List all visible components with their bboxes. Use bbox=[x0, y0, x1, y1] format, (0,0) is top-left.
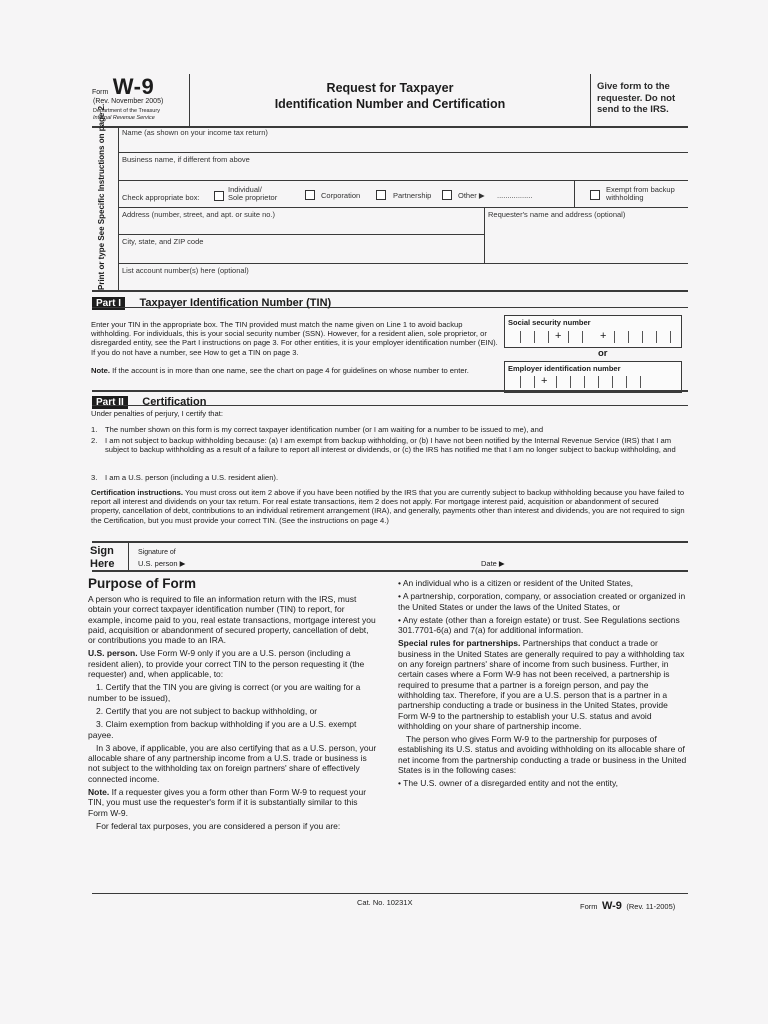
part2-label: Part II bbox=[92, 396, 128, 409]
cert-item-1-text: The number shown on this form is my correct taxpayer identification number (or I am waiting for a number to be issued to me), and bbox=[105, 425, 544, 434]
purpose-note bbox=[88, 787, 378, 818]
ssn-tick bbox=[582, 331, 583, 343]
date-label: Date ▶ bbox=[481, 559, 505, 568]
ein-tick bbox=[598, 376, 599, 388]
purpose-paragraph-2 bbox=[88, 648, 378, 679]
ein-tick bbox=[520, 376, 521, 388]
form-revision: (Rev. November 2005) bbox=[93, 98, 164, 105]
name-field[interactable] bbox=[119, 137, 688, 151]
ssn-tick bbox=[534, 331, 535, 343]
title-line-1: Request for Taxpayer bbox=[326, 81, 454, 95]
purpose-note-text: If a requester gives you a form other than Form W-9 to request your TIN, you must use the requester's form if it is substantially similar to this Form W-9. bbox=[88, 787, 367, 818]
purpose-item-2: 2. Certify that you are not subject to backup withholding, or bbox=[96, 705, 318, 716]
ein-tick bbox=[556, 376, 557, 388]
check-box-label: Check appropriate box: bbox=[122, 193, 200, 202]
ein-tick bbox=[612, 376, 613, 388]
part1-label: Part I bbox=[92, 297, 125, 310]
requester-field[interactable] bbox=[485, 219, 687, 263]
person-bullet-3: • Any estate (other than a foreign estate) or trust. See Regulations sections 301.7701-6(a) and 7(a) for additional information. bbox=[398, 614, 680, 636]
footer-revision: (Rev. 11-2005) bbox=[626, 902, 676, 911]
cert-item-2: 2. I am not subject to backup withholding because: (a) I am exempt from backup withholding, or (b) I have not been notified by the Internal Revenue Service (IRS) that I am subject to backup withholding as a result of a failure to report all interest or dividends, or (c) the IRS has notified me that I am no longer subject to backup withholding, and bbox=[91, 436, 681, 454]
partnership-paragraph: The person who gives Form W-9 to the partnership for purposes of establishing its U.S. status and avoiding withholding on its allocable share of net income from the partnership conducting a trade or business in the United States is in the following cases: bbox=[398, 734, 687, 776]
give-form-note: Give form to the requester. Do not send to the IRS. bbox=[597, 81, 676, 115]
form-title bbox=[190, 81, 590, 111]
instructions-right-column bbox=[398, 578, 688, 792]
purpose-item-3: 3. Claim exemption from backup withholding if you are a U.S. exempt payee. bbox=[88, 719, 357, 740]
part1-note bbox=[91, 366, 471, 375]
person-bullet-4: • The U.S. owner of a disregarded entity and not the entity, bbox=[398, 778, 619, 789]
us-person-text: Use Form W-9 only if you are a U.S. person (including a resident alien), to provide your correct TIN to the person requesting it (the requester) and, when applicable, to: bbox=[88, 648, 365, 680]
cert-instructions-label: Certification instructions. bbox=[91, 488, 183, 497]
ssn-tick bbox=[628, 331, 629, 343]
part1-note-label: Note. bbox=[91, 366, 110, 375]
part2-heading bbox=[92, 392, 206, 410]
part1-note-text: If the account is in more than one name, see the chart on page 4 for guidelines on whose number to enter. bbox=[109, 366, 469, 375]
special-rules-heading: Special rules for partnerships. bbox=[398, 638, 521, 649]
purpose-note-label: Note. bbox=[88, 787, 110, 798]
part1-text: Enter your TIN in the appropriate box. The TIN provided must match the name given on Line 1 to avoid backup withholding. For individuals, this is your social security number (SSN). However, for a resident alien, sole proprietor, or disregarded entity, see the Part I instructions on page 3. For other entities, it is your employer identification number (EIN). If you do not have a number, see How to get a TIN on page 3. bbox=[91, 320, 498, 357]
cert-instructions-text: You must cross out item 2 above if you have been notified by the IRS that you are currently subject to backup withholding because you have failed to report all interest and dividends on your tax return. For real estate transactions, item 2 does not apply. For mortgage interest paid, acquisition or abandonment of secured property, cancellation of debt, contributions to an individual retirement arrangement (IRA), and generally, payments other than interest and dividends, you are not required to sign the Certification, but you must provide your correct TIN. (See the instructions on page 4.) bbox=[91, 488, 685, 525]
purpose-item-1: 1. Certify that the TIN you are giving is correct (or you are waiting for a number to be issued), bbox=[88, 682, 361, 703]
part1-title: Taxpayer Identification Number (TIN) bbox=[139, 297, 332, 309]
ssn-label: Social security number bbox=[508, 318, 591, 327]
ssn-tick bbox=[642, 331, 643, 343]
purpose-paragraph-3: In 3 above, if applicable, you are also certifying that as a U.S. person, your allocable share of any partnership income from a U.S. trade or business is not subject to the withholding tax on foreign partners' share of effectively connected income. bbox=[88, 742, 377, 784]
address-label: Address (number, street, and apt. or suite no.) bbox=[122, 210, 275, 219]
form-number: W-9 bbox=[112, 74, 155, 99]
ssn-tick bbox=[568, 331, 569, 343]
cert-instructions bbox=[91, 488, 685, 525]
requester-label: Requester's name and address (optional) bbox=[488, 210, 626, 219]
us-person-label: U.S. person ▶ bbox=[138, 559, 186, 568]
ein-tick bbox=[534, 376, 535, 388]
address-field[interactable] bbox=[119, 219, 481, 233]
purpose-heading: Purpose of Form bbox=[88, 576, 197, 591]
business-name-field[interactable] bbox=[119, 164, 688, 178]
city-label: City, state, and ZIP code bbox=[122, 237, 204, 246]
title-line-2: Identification Number and Certification bbox=[274, 97, 506, 111]
exempt-checkbox[interactable] bbox=[590, 190, 600, 200]
individual-label-line1: Individual/ bbox=[228, 185, 262, 194]
footer-form-word: Form bbox=[580, 902, 598, 911]
ssn-tick bbox=[614, 331, 615, 343]
partnership-label: Partnership bbox=[393, 191, 432, 200]
person-bullet-1: • An individual who is a citizen or resident of the United States, bbox=[398, 578, 633, 588]
part2-title: Certification bbox=[142, 396, 207, 408]
cert-item-1: 1. The number shown on this form is my correct taxpayer identification number (or I am waiting for a number to be issued to me), and bbox=[91, 425, 544, 434]
sign-here-label: Sign Here bbox=[90, 545, 115, 570]
irs-label: Internal Revenue Service bbox=[93, 115, 155, 121]
corporation-checkbox[interactable] bbox=[305, 190, 315, 200]
ssn-tick bbox=[670, 331, 671, 343]
signature-of-label: Signature of bbox=[138, 549, 176, 556]
special-rules-text: Partnerships that conduct a trade or business in the United States are generally required to pay a withholding tax on any foreign partners' share of income from such business. Further, in certain cases where a Form W-9 has not been received, a partnership is required to presume that a partner is a foreign person, and pay the withholding tax. Therefore, if you are a U.S. person that is a partner in a partnership conducting a trade or business in the United States, provide Form W-9 to the partnership to establish your U.S. status and avoid withholding on your share of partnership income. bbox=[398, 638, 685, 731]
footer-form-number: W-9 bbox=[601, 900, 622, 912]
account-label: List account number(s) here (optional) bbox=[122, 266, 249, 275]
us-person-heading: U.S. person. bbox=[88, 648, 138, 659]
cert-item-2-text: I am not subject to backup withholding because: (a) I am exempt from backup withholding, or (b) I have not been notified by the Internal Revenue Service (IRS) that I am subject to backup withholding as a result of a failure to report all interest or dividends, or (c) the IRS has notified me that I am no longer subject to backup withholding, and bbox=[105, 436, 676, 455]
ssn-tick bbox=[520, 331, 521, 343]
instructions-left-column bbox=[88, 576, 378, 834]
ssn-tick bbox=[548, 331, 549, 343]
form-word: Form bbox=[92, 89, 109, 96]
individual-label bbox=[228, 186, 277, 202]
ein-tick bbox=[584, 376, 585, 388]
part1-heading bbox=[92, 293, 331, 311]
individual-label-line2: Sole proprietor bbox=[228, 193, 278, 202]
exempt-label: Exempt from backup withholding bbox=[606, 185, 675, 202]
city-field[interactable] bbox=[119, 246, 481, 262]
signature-field[interactable] bbox=[200, 547, 470, 567]
form-id-block bbox=[92, 74, 187, 100]
ein-tick bbox=[640, 376, 641, 388]
account-field[interactable] bbox=[119, 275, 688, 289]
ein-label: Employer identification number bbox=[508, 364, 621, 373]
person-bullet-2: • A partnership, corporation, company, or association created or organized in the United States or under the laws of the United States, or bbox=[398, 591, 686, 612]
side-instruction-label: Print or type See Specific Instructions on page 2. bbox=[97, 103, 106, 290]
name-field-label: Name (as shown on your income tax return) bbox=[122, 128, 268, 137]
ssn-tick bbox=[656, 331, 657, 343]
department-label: Department of the Treasury bbox=[93, 108, 160, 114]
ein-tick bbox=[626, 376, 627, 388]
or-label: or bbox=[598, 348, 608, 359]
other-checkbox[interactable] bbox=[442, 190, 452, 200]
catalog-number: Cat. No. 10231X bbox=[357, 898, 413, 907]
ein-tick bbox=[570, 376, 571, 388]
cert-item-3-text: I am a U.S. person (including a U.S. resident alien). bbox=[105, 473, 279, 482]
corporation-label: Corporation bbox=[321, 191, 361, 200]
individual-checkbox[interactable] bbox=[214, 191, 224, 201]
ssn-dash: + bbox=[555, 330, 562, 342]
partnership-checkbox[interactable] bbox=[376, 190, 386, 200]
purpose-paragraph-4: For federal tax purposes, you are considered a person if you are: bbox=[96, 820, 341, 831]
cert-item-3: 3. I am a U.S. person (including a U.S. resident alien). bbox=[91, 473, 279, 482]
ssn-dash: + bbox=[600, 330, 607, 342]
other-dots: ................. bbox=[497, 191, 533, 200]
other-label: Other ▶ bbox=[458, 191, 485, 200]
part2-intro: Under penalties of perjury, I certify that: bbox=[91, 409, 223, 418]
business-name-label: Business name, if different from above bbox=[122, 155, 250, 164]
footer-form-id bbox=[580, 896, 675, 914]
special-rules-paragraph bbox=[398, 638, 688, 731]
ein-dash: + bbox=[541, 375, 548, 387]
date-field[interactable] bbox=[518, 547, 683, 567]
purpose-paragraph-1: A person who is required to file an information return with the IRS, must obtain your correct taxpayer identification number (TIN) to report, for example, income paid to you, real estate transactions, mortgage interest you paid, acquisition or abandonment of secured property, cancellation of debt, or contributions you made to an IRA. bbox=[88, 594, 376, 646]
